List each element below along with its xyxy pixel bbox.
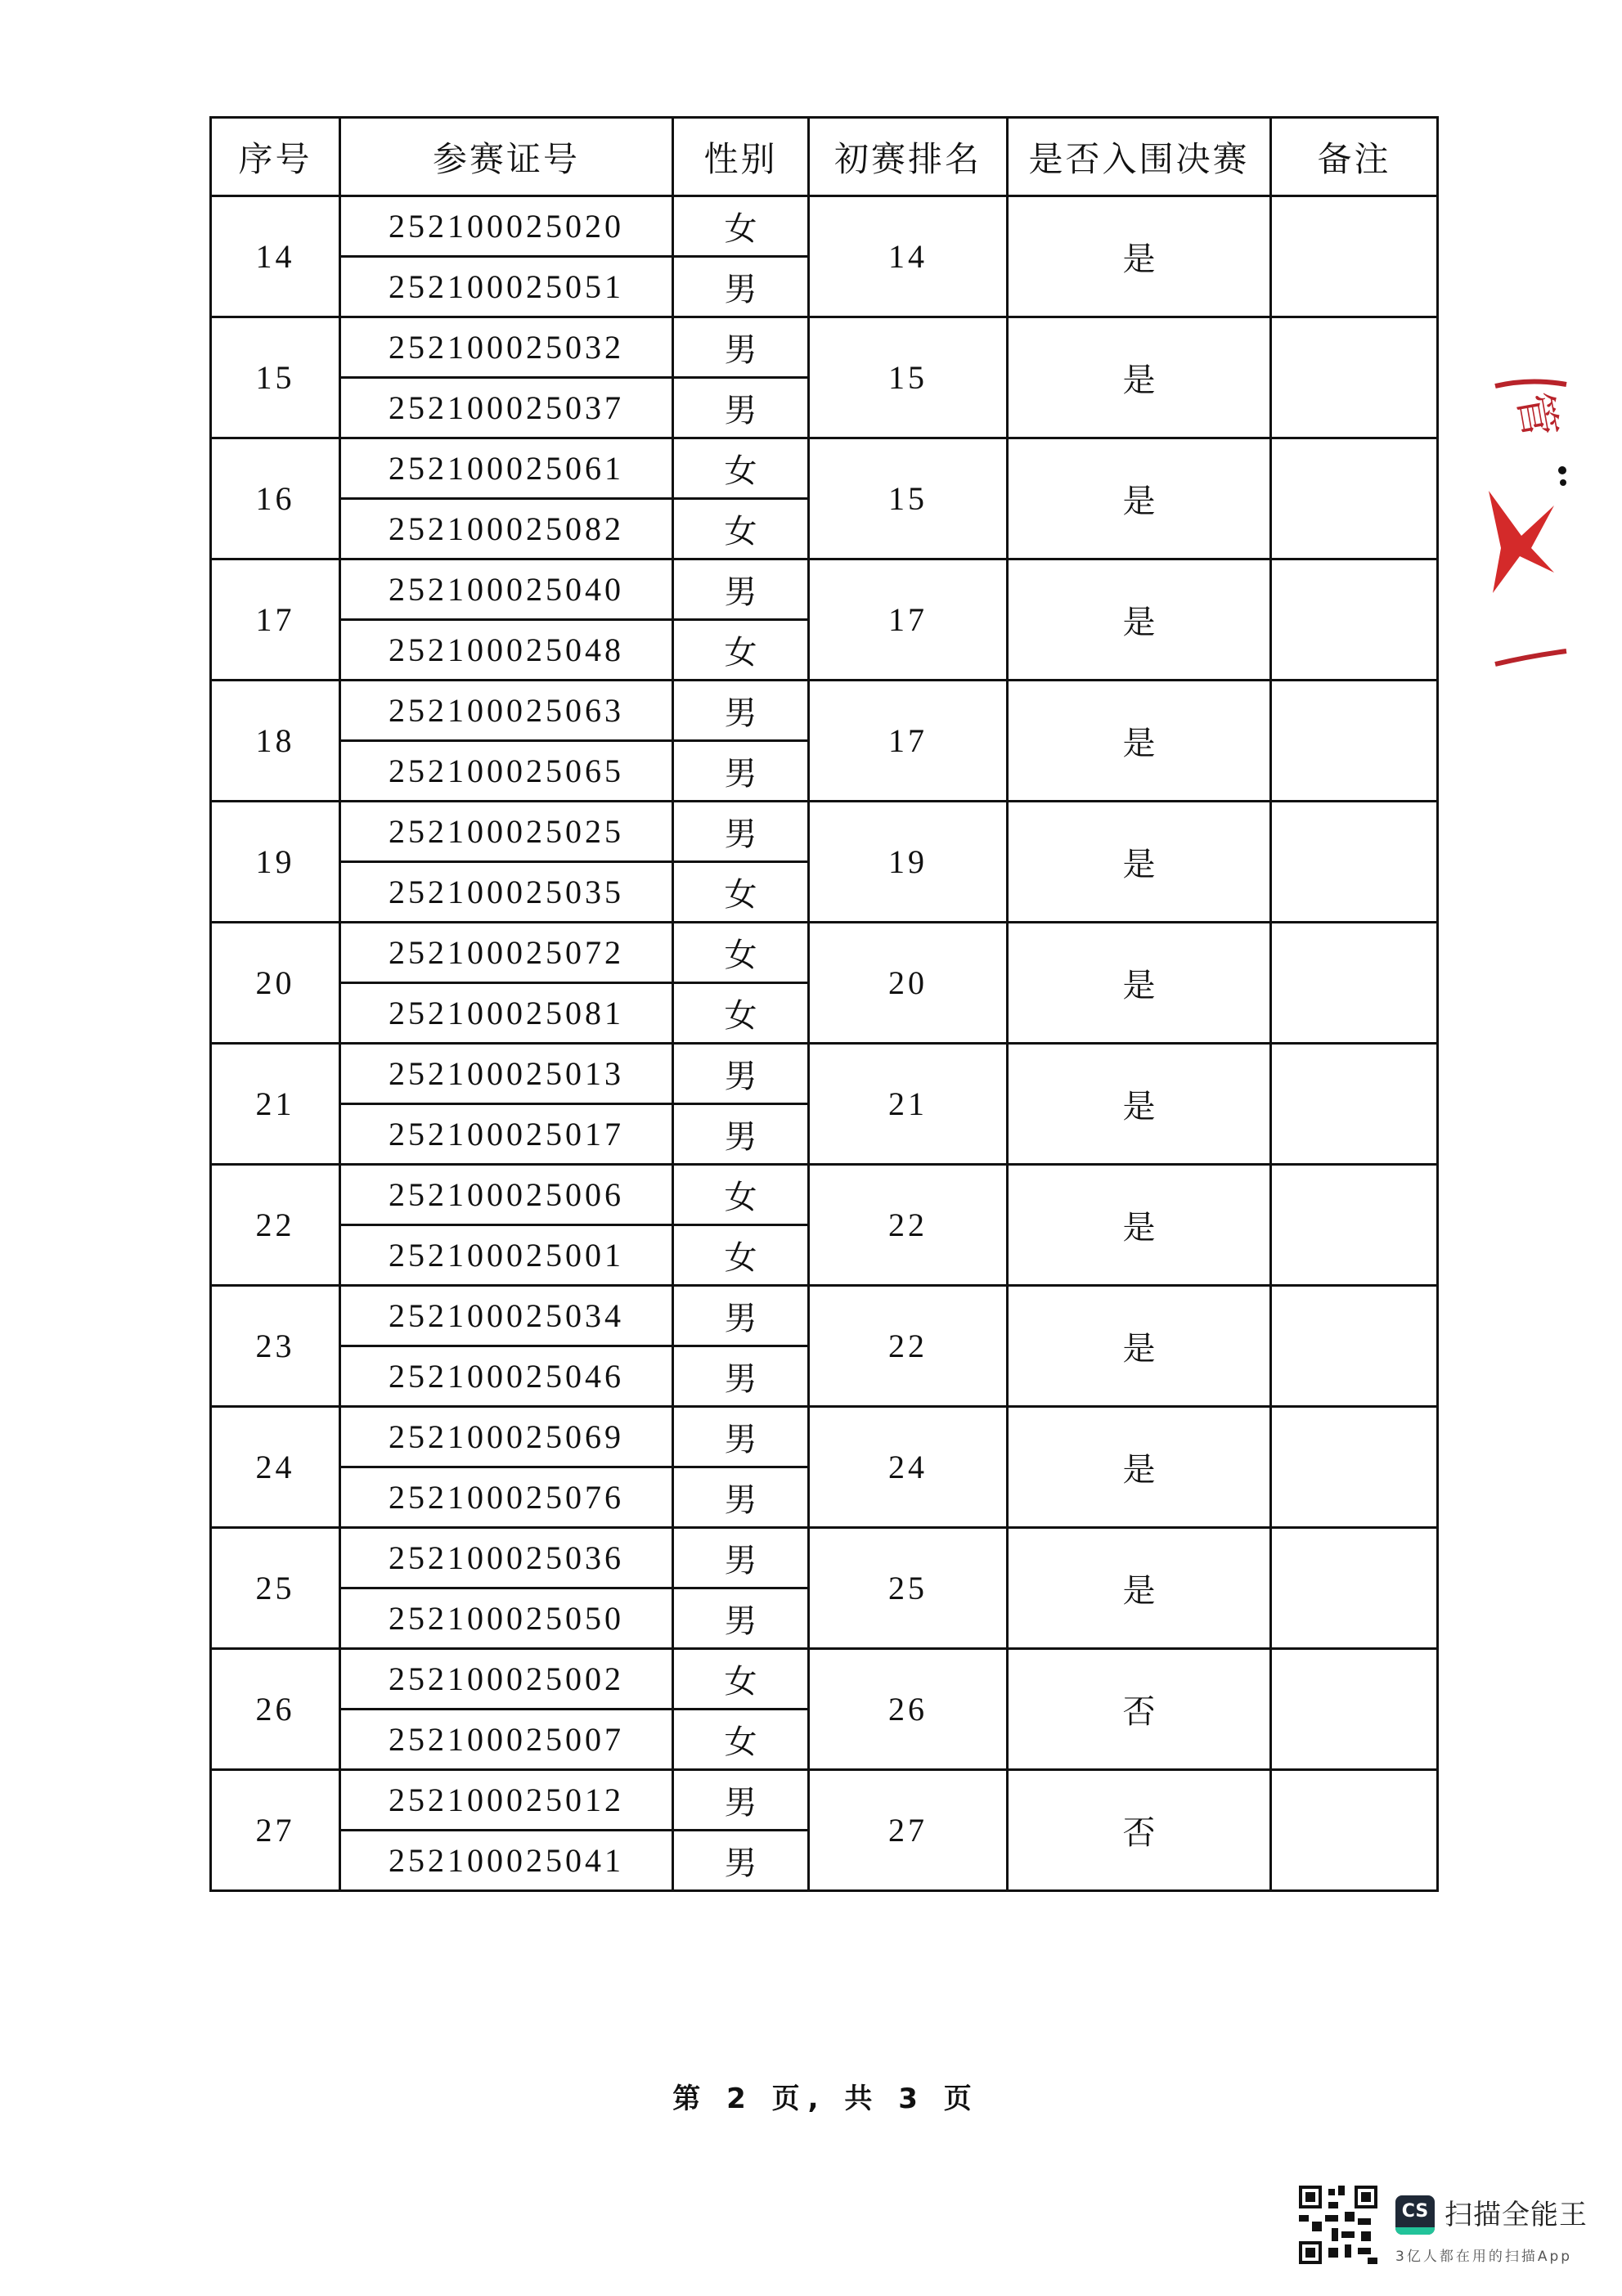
gender-cell: 男 xyxy=(673,1286,809,1346)
qr-code-icon xyxy=(1299,2186,1377,2264)
remark-cell xyxy=(1271,1528,1438,1649)
finalist-cell: 是 xyxy=(1008,1165,1271,1286)
table-header-row xyxy=(211,118,1438,196)
remark-cell xyxy=(1271,196,1438,317)
table-row xyxy=(211,1165,1438,1225)
header-remark: 备注 xyxy=(1271,118,1438,196)
prelim-rank-cell: 24 xyxy=(809,1407,1008,1528)
table-row xyxy=(211,196,1438,257)
seq-cell: 23 xyxy=(211,1286,340,1407)
seq-cell: 14 xyxy=(211,196,340,317)
entry-id-cell: 252100025035 xyxy=(340,862,673,923)
finalist-cell: 是 xyxy=(1008,559,1271,681)
page-number: 第 2 页, 共 3 页 xyxy=(672,2083,980,2115)
gender-cell: 女 xyxy=(673,862,809,923)
gender-cell: 男 xyxy=(673,802,809,862)
remark-cell xyxy=(1271,1165,1438,1286)
entry-id-cell: 252100025048 xyxy=(340,620,673,681)
gender-cell: 女 xyxy=(673,1649,809,1710)
prelim-rank-cell: 26 xyxy=(809,1649,1008,1770)
remark-cell xyxy=(1271,681,1438,802)
gender-cell: 女 xyxy=(673,923,809,983)
header-seq: 序号 xyxy=(211,118,340,196)
gender-cell: 女 xyxy=(673,1165,809,1225)
prelim-rank-cell: 20 xyxy=(809,923,1008,1044)
entry-id-cell: 252100025065 xyxy=(340,741,673,802)
table-row xyxy=(211,438,1438,499)
app-name: 扫描全能王 xyxy=(1445,2199,1588,2231)
remark-cell xyxy=(1271,802,1438,923)
header-entry-id: 参赛证号 xyxy=(340,118,673,196)
gender-cell: 男 xyxy=(673,1770,809,1831)
table-row xyxy=(211,1044,1438,1104)
entry-id-cell: 252100025037 xyxy=(340,378,673,438)
seq-cell: 15 xyxy=(211,317,340,438)
gender-cell: 女 xyxy=(673,620,809,681)
entry-id-cell: 252100025051 xyxy=(340,257,673,317)
star-icon xyxy=(1489,491,1562,597)
finalist-cell: 是 xyxy=(1008,923,1271,1044)
table-row xyxy=(211,1528,1438,1588)
seq-cell: 27 xyxy=(211,1770,340,1891)
finalist-cell: 是 xyxy=(1008,681,1271,802)
header-prelim-rank: 初赛排名 xyxy=(809,118,1008,196)
prelim-rank-cell: 17 xyxy=(809,559,1008,681)
table-row xyxy=(211,1286,1438,1346)
remark-cell xyxy=(1271,923,1438,1044)
finalist-cell: 否 xyxy=(1008,1770,1271,1891)
gender-cell: 女 xyxy=(673,438,809,499)
entry-id-cell: 252100025050 xyxy=(340,1588,673,1649)
entry-id-cell: 252100025032 xyxy=(340,317,673,378)
entry-id-cell: 252100025006 xyxy=(340,1165,673,1225)
gender-cell: 男 xyxy=(673,1467,809,1528)
entry-id-cell: 252100025007 xyxy=(340,1710,673,1770)
gender-cell: 男 xyxy=(673,1588,809,1649)
seq-cell: 19 xyxy=(211,802,340,923)
gender-cell: 女 xyxy=(673,1225,809,1286)
gender-cell: 女 xyxy=(673,983,809,1044)
finalist-cell: 是 xyxy=(1008,1407,1271,1528)
finalist-cell: 是 xyxy=(1008,1528,1271,1649)
gender-cell: 男 xyxy=(673,559,809,620)
entry-id-cell: 252100025082 xyxy=(340,499,673,559)
entry-id-cell: 252100025012 xyxy=(340,1770,673,1831)
seq-cell: 25 xyxy=(211,1528,340,1649)
remark-cell xyxy=(1271,1286,1438,1407)
finalist-cell: 是 xyxy=(1008,438,1271,559)
entry-id-cell: 252100025072 xyxy=(340,923,673,983)
prelim-rank-cell: 22 xyxy=(809,1165,1008,1286)
entry-id-cell: 252100025076 xyxy=(340,1467,673,1528)
remark-cell xyxy=(1271,1407,1438,1528)
prelim-rank-cell: 21 xyxy=(809,1044,1008,1165)
table-row xyxy=(211,1649,1438,1710)
prelim-rank-cell: 22 xyxy=(809,1286,1008,1407)
finalist-cell: 是 xyxy=(1008,802,1271,923)
table-body xyxy=(211,196,1438,1891)
seq-cell: 21 xyxy=(211,1044,340,1165)
seq-cell: 24 xyxy=(211,1407,340,1528)
finalist-cell: 是 xyxy=(1008,1044,1271,1165)
entry-id-cell: 252100025036 xyxy=(340,1528,673,1588)
table-row xyxy=(211,681,1438,741)
official-seal xyxy=(1489,360,1622,679)
gender-cell: 男 xyxy=(673,257,809,317)
seq-cell: 26 xyxy=(211,1649,340,1770)
finalist-cell: 是 xyxy=(1008,317,1271,438)
seq-cell: 20 xyxy=(211,923,340,1044)
gender-cell: 女 xyxy=(673,1710,809,1770)
finalist-cell: 否 xyxy=(1008,1649,1271,1770)
gender-cell: 男 xyxy=(673,681,809,741)
remark-cell xyxy=(1271,1649,1438,1770)
remark-cell xyxy=(1271,1044,1438,1165)
seal-character: 管 xyxy=(1507,389,1566,442)
table-row xyxy=(211,317,1438,378)
entry-id-cell: 252100025061 xyxy=(340,438,673,499)
camscanner-logo: CS xyxy=(1395,2195,1435,2235)
gender-cell: 男 xyxy=(673,1346,809,1407)
seq-cell: 16 xyxy=(211,438,340,559)
gender-cell: 男 xyxy=(673,1831,809,1891)
prelim-rank-cell: 15 xyxy=(809,438,1008,559)
table-row xyxy=(211,1770,1438,1831)
prelim-rank-cell: 27 xyxy=(809,1770,1008,1891)
entry-id-cell: 252100025034 xyxy=(340,1286,673,1346)
prelim-rank-cell: 14 xyxy=(809,196,1008,317)
entry-id-cell: 252100025081 xyxy=(340,983,673,1044)
prelim-rank-cell: 15 xyxy=(809,317,1008,438)
gender-cell: 男 xyxy=(673,378,809,438)
gender-cell: 男 xyxy=(673,317,809,378)
prelim-rank-cell: 17 xyxy=(809,681,1008,802)
remark-cell xyxy=(1271,1770,1438,1891)
gender-cell: 男 xyxy=(673,741,809,802)
finalist-cell: 是 xyxy=(1008,1286,1271,1407)
entry-id-cell: 252100025001 xyxy=(340,1225,673,1286)
entry-id-cell: 252100025069 xyxy=(340,1407,673,1467)
prelim-rank-cell: 25 xyxy=(809,1528,1008,1649)
entry-id-cell: 252100025002 xyxy=(340,1649,673,1710)
entry-id-cell: 252100025020 xyxy=(340,196,673,257)
table-row xyxy=(211,802,1438,862)
gender-cell: 男 xyxy=(673,1528,809,1588)
gender-cell: 男 xyxy=(673,1104,809,1165)
prelim-rank-cell: 19 xyxy=(809,802,1008,923)
table-row xyxy=(211,1407,1438,1467)
remark-cell xyxy=(1271,317,1438,438)
entry-id-cell: 252100025046 xyxy=(340,1346,673,1407)
table-row xyxy=(211,923,1438,983)
results-table xyxy=(209,116,1439,1892)
app-tagline: 3亿人都在用的扫描App xyxy=(1395,2249,1573,2265)
scanner-watermark xyxy=(1299,2186,1610,2276)
table-row xyxy=(211,559,1438,620)
header-gender: 性别 xyxy=(673,118,809,196)
remark-cell xyxy=(1271,559,1438,681)
entry-id-cell: 252100025017 xyxy=(340,1104,673,1165)
gender-cell: 男 xyxy=(673,1044,809,1104)
finalist-cell: 是 xyxy=(1008,196,1271,317)
gender-cell: 男 xyxy=(673,1407,809,1467)
entry-id-cell: 252100025013 xyxy=(340,1044,673,1104)
seq-cell: 18 xyxy=(211,681,340,802)
seq-cell: 17 xyxy=(211,559,340,681)
entry-id-cell: 252100025025 xyxy=(340,802,673,862)
entry-id-cell: 252100025063 xyxy=(340,681,673,741)
gender-cell: 女 xyxy=(673,196,809,257)
gender-cell: 女 xyxy=(673,499,809,559)
remark-cell xyxy=(1271,438,1438,559)
entry-id-cell: 252100025040 xyxy=(340,559,673,620)
header-finalist: 是否入围决赛 xyxy=(1008,118,1271,196)
seq-cell: 22 xyxy=(211,1165,340,1286)
entry-id-cell: 252100025041 xyxy=(340,1831,673,1891)
